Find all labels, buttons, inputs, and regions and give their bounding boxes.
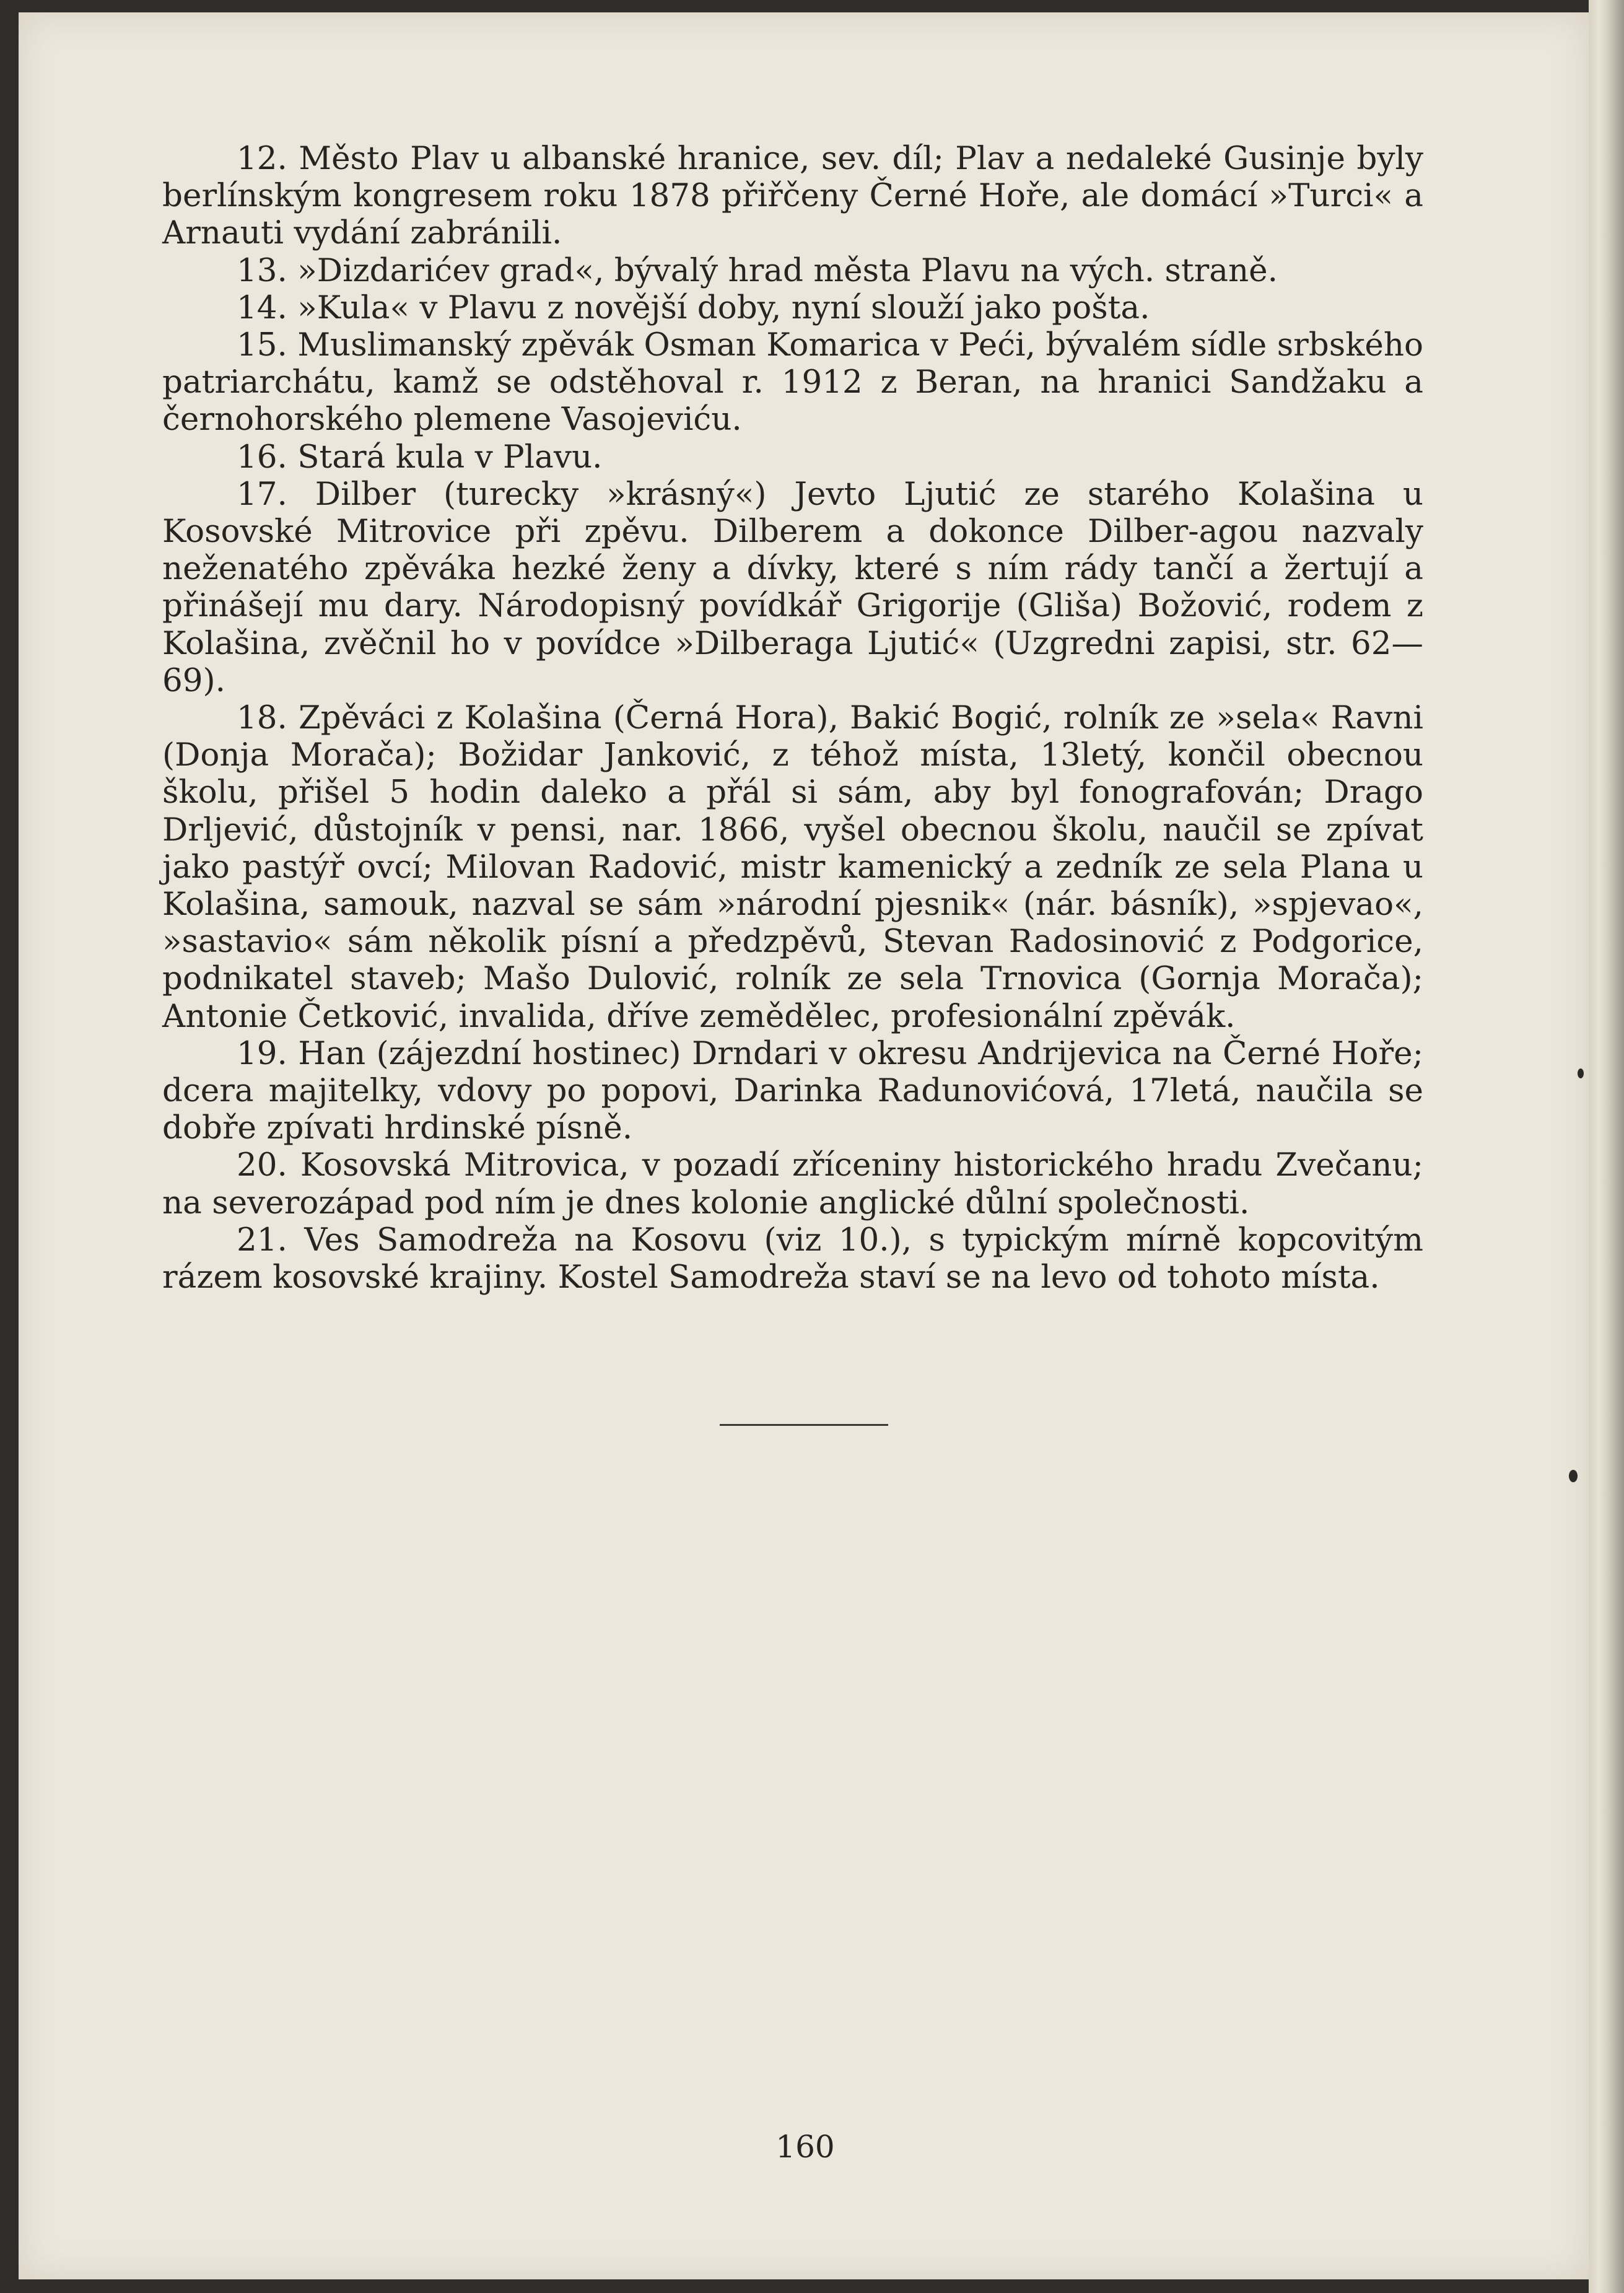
note-12: 12. Město Plav u albanské hranice, sev. díl; Plav a nedaleké Gusinje byly berlínským kongresem roku 1878 přiřčeny Černé Hoře, ale domácí »Turci« a Arnauti vydání zabránili. — [162, 140, 1423, 252]
section-divider — [720, 1424, 888, 1426]
ink-speck — [1569, 1470, 1578, 1482]
note-17: 17. Dilber (turecky »krásný«) Jevto Ljutić ze starého Kolašina u Kosovské Mitrovice při zpěvu. Dilberem a dokonce Dilber-agou nazvaly neženatého zpěváka hezké ženy a dívky, které s ním rády tančí a žertují a přinášejí mu dary. Národopisný povídkář Grigorije (Gliša) Božović, rodem z Kolašina, zvěčnil ho v povídce »Dilberaga Ljutić« (Uzgredni zapisi, str. 62—69). — [162, 475, 1423, 699]
note-19: 19. Han (zájezdní hostinec) Drndari v okresu Andrijevica na Černé Hoře; dcera majitelky, vdovy po popovi, Darinka Radunovićová, 17letá, naučila se dobře zpívati hrdinské písně. — [162, 1034, 1423, 1147]
note-13: 13. »Dizdarićev grad«, bývalý hrad města Plavu na vých. straně. — [237, 251, 1278, 289]
note-18: 18. Zpěváci z Kolašina (Černá Hora), Bakić Bogić, rolník ze »sela« Ravni (Donja Morača); Božidar Janković, z téhož místa, 13letý, končil obecnou školu, přišel 5 hodin daleko a přál si sám, aby byl fonografován; Drago Drljević, důstojník v pensi, nar. 1866, vyšel obecnou školu, naučil se zpívat jako pastýř ovcí; Milovan Radović, mistr kamenický a zedník ze sela Plana u Kolašina, samouk, nazval se sám »národní pjesnik« (nár. básník), »spjevao«, »sastavio« sám několik písní a předzpěvů, Stevan Radosinović z Podgorice, podnikatel staveb; Mašo Dulović, rolník ze sela Trnovica (Gornja Morača); Antonie Četković, invalida, dříve zemědělec, profesionální zpěvák. — [162, 699, 1423, 1035]
notes-block — [162, 140, 1423, 1296]
note-21: 21. Ves Samodreža na Kosovu (viz 10.), s typickým mírně kopcovitým rázem kosovské krajiny. Kostel Samodreža staví se na levo od tohoto místa. — [162, 1221, 1423, 1296]
page-edge — [1589, 0, 1624, 2293]
ink-speck — [1578, 1068, 1584, 1078]
note-20: 20. Kosovská Mitrovica, v pozadí zříceniny historického hradu Zvečanu; na severozápad pod ním je dnes kolonie anglické důlní společnosti. — [162, 1146, 1423, 1221]
page-number: 160 — [775, 2129, 835, 2165]
note-15: 15. Muslimanský zpěvák Osman Komarica v Peći, bývalém sídle srbského patriarchátu, kamž se odstěhoval r. 1912 z Beran, na hranici Sandžaku a černohorského plemene Vasojeviću. — [162, 326, 1423, 439]
note-14: 14. »Kula« v Plavu z novější doby, nyní slouží jako pošta. — [237, 289, 1150, 326]
note-16: 16. Stará kula v Plavu. — [237, 438, 603, 476]
